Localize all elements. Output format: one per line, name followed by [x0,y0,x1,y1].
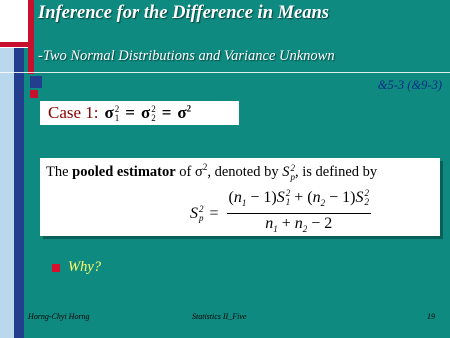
decor-white-line [0,72,450,73]
decor-white-top-left [0,0,28,48]
sigma-common: $\sigma^2$ [177,103,192,122]
decor-blue-left-strip [0,48,14,338]
pooled-estimator-term: pooled estimator [72,163,176,180]
equals-sign-2: = [161,103,172,122]
formula-denominator: $n_1 + n_2 - 2$ [265,215,333,235]
bullet-item [52,259,101,276]
decor-darkblue-bar [14,48,24,338]
footer-author: Horng-Chyi Horng [28,312,90,321]
formula-numerator: $(n_1 - 1)S$ 2 1 + $(n_2 - 1)S$ 2 2 [228,188,369,209]
decor-red-horizontal [0,42,30,47]
pooled-variance-formula [190,188,371,240]
sp-squared: S 2 p [282,162,295,182]
bullet-text: Why? [68,259,102,275]
case-box [40,101,239,125]
section-reference: &5-3 (&9-3) [377,78,442,92]
footer-course: Statistics II_Five [192,312,247,321]
definition-text: The pooled estimator of $\sigma^2$, denoted by S 2 p , is defined by [46,162,378,182]
decor-red-square [30,90,38,98]
sigma-squared: $\sigma^2$ [195,162,208,180]
definition-box [40,158,440,236]
slide-title: Inference for the Difference in Means [38,3,330,23]
sigma-1: σ 2 1 [104,102,120,124]
equals-sign-1: = [125,103,135,122]
formula-lhs: S 2 p [190,203,204,223]
case-label: Case 1: [48,103,99,122]
formula-equals: = [209,204,219,222]
footer-page-number: 19 [427,312,435,321]
decor-red-vertical [28,0,34,74]
bullet-square-icon [52,264,60,272]
sigma-2: σ 2 2 [140,102,156,124]
slide-subtitle: -Two Normal Distributions and Variance Unknown [38,48,335,64]
formula-fraction [227,188,371,240]
decor-blue-square [30,76,42,88]
